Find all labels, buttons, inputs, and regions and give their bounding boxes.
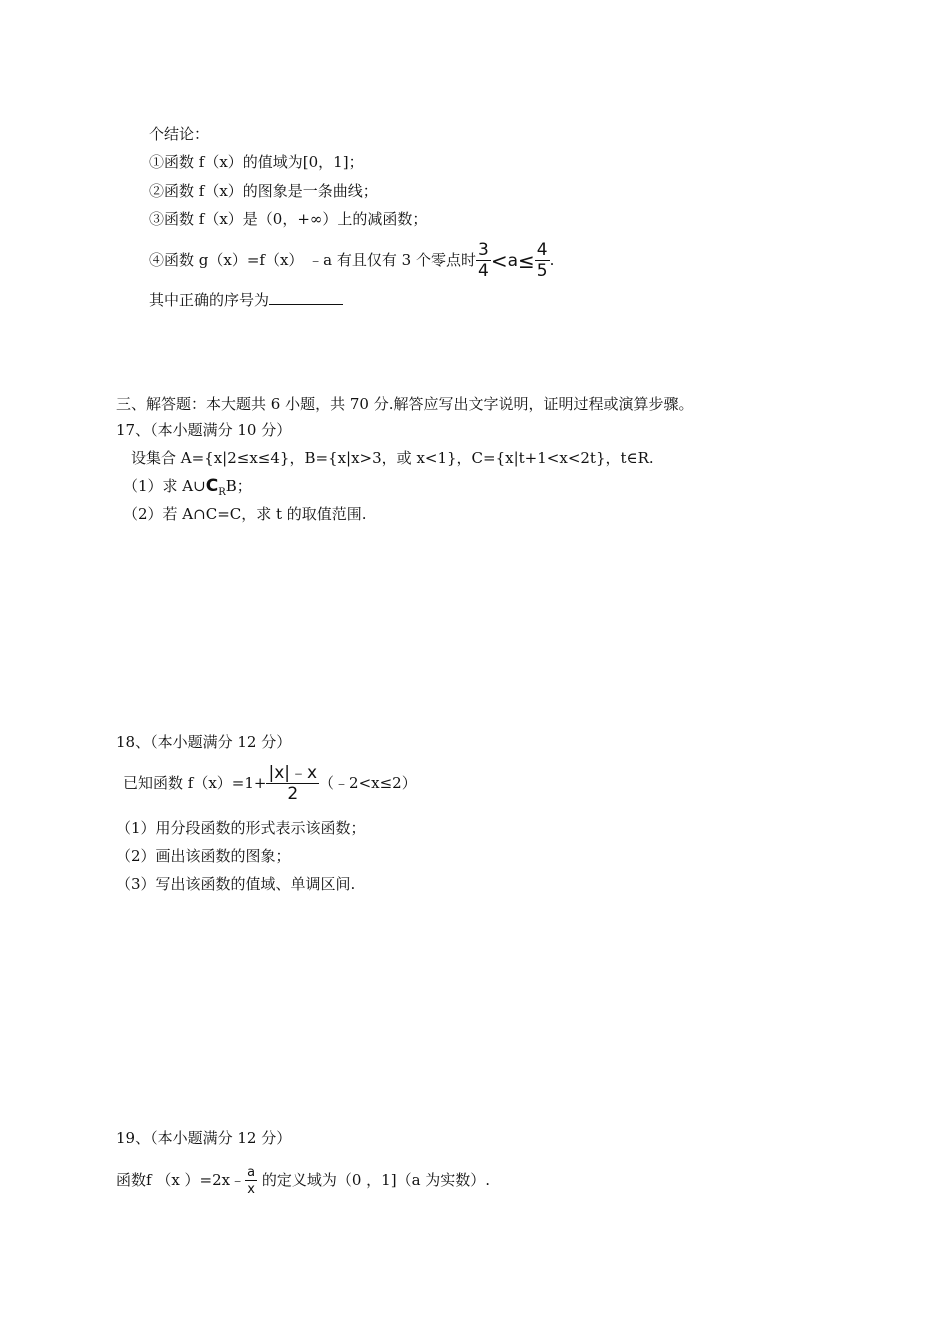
q16-conclusion-2: ②函数 f（x）的图象是一条曲线； (149, 182, 378, 200)
q19-title: 19、（本小题满分 12 分） (116, 1129, 292, 1147)
complement-symbol: C (205, 476, 219, 496)
q17-part-1-pre: （1）求 A∪ (123, 477, 206, 495)
q18-part-3: （3）写出该函数的值域、单调区间. (116, 875, 356, 893)
q17-title: 17、（本小题满分 10 分） (116, 421, 292, 439)
q16-conclusion-4 (149, 238, 554, 283)
answer-blank (269, 290, 343, 305)
q18-part-1: （1）用分段函数的形式表示该函数； (116, 819, 366, 837)
q16-ask-text: 其中正确的序号为 (149, 291, 270, 309)
fraction-four-fifths (535, 242, 550, 280)
q18-title: 18、（本小题满分 12 分） (116, 733, 292, 751)
variable-a: a (507, 251, 518, 271)
q19-stem-post: 的定义域为（0 ，1]（a 为实数）. (257, 1171, 491, 1189)
q16-conclusion-1: ①函数 f（x）的值域为[0，1]； (149, 153, 364, 171)
q19-stem-pre: 函数f （x ）=2x﹣ (116, 1171, 246, 1189)
q17-part-1-post: B； (225, 477, 252, 495)
fraction-denominator: 2 (266, 783, 319, 803)
fraction-denominator: 5 (536, 261, 548, 281)
q18-stem-post: （﹣2<x≤2） (319, 774, 417, 792)
q18-stem (123, 760, 417, 806)
complement-subscript: R (218, 487, 226, 498)
fraction-three-quarters (476, 242, 491, 280)
q17-stem: 设集合 A={x|2≤x≤4}，B={x|x>3，或 x<1}，C={x|t+1<x<2t}，t∈R. (131, 449, 654, 467)
q18-fraction (266, 765, 319, 803)
q18-stem-pre: 已知函数 f（x）=1+ (123, 774, 267, 792)
less-than-symbol: < (490, 249, 508, 273)
q17-part-1 (123, 476, 252, 503)
fraction-numerator: 4 (536, 240, 548, 260)
period: . (549, 251, 555, 269)
fraction-denominator: 4 (477, 261, 489, 281)
fraction-numerator: |x|﹣x (268, 763, 318, 783)
q16-conclusion-3: ③函数 f（x）是（0，+∞）上的减函数； (149, 210, 428, 228)
q18-part-2: （2）画出该函数的图象； (116, 847, 291, 865)
q19-fraction (245, 1166, 257, 1196)
q16-answer-prompt (149, 290, 343, 310)
q16-intro: 个结论： (149, 125, 210, 143)
fraction-numerator: a (247, 1165, 256, 1180)
fraction-denominator: x (245, 1180, 257, 1196)
fraction-numerator: 3 (477, 240, 489, 260)
section-3-heading: 三、解答题：本大题共 6 小题，共 70 分.解答应写出文字说明，证明过程或演算步骤。 (116, 395, 694, 413)
q17-part-2: （2）若 A∩C=C，求 t 的取值范围. (123, 505, 367, 523)
q16-conclusion-4-text: ④函数 g（x）=f（x） ﹣a 有且仅有 3 个零点时 (149, 251, 476, 269)
less-equal-symbol: ≤ (518, 249, 535, 273)
q19-stem (116, 1160, 490, 1200)
